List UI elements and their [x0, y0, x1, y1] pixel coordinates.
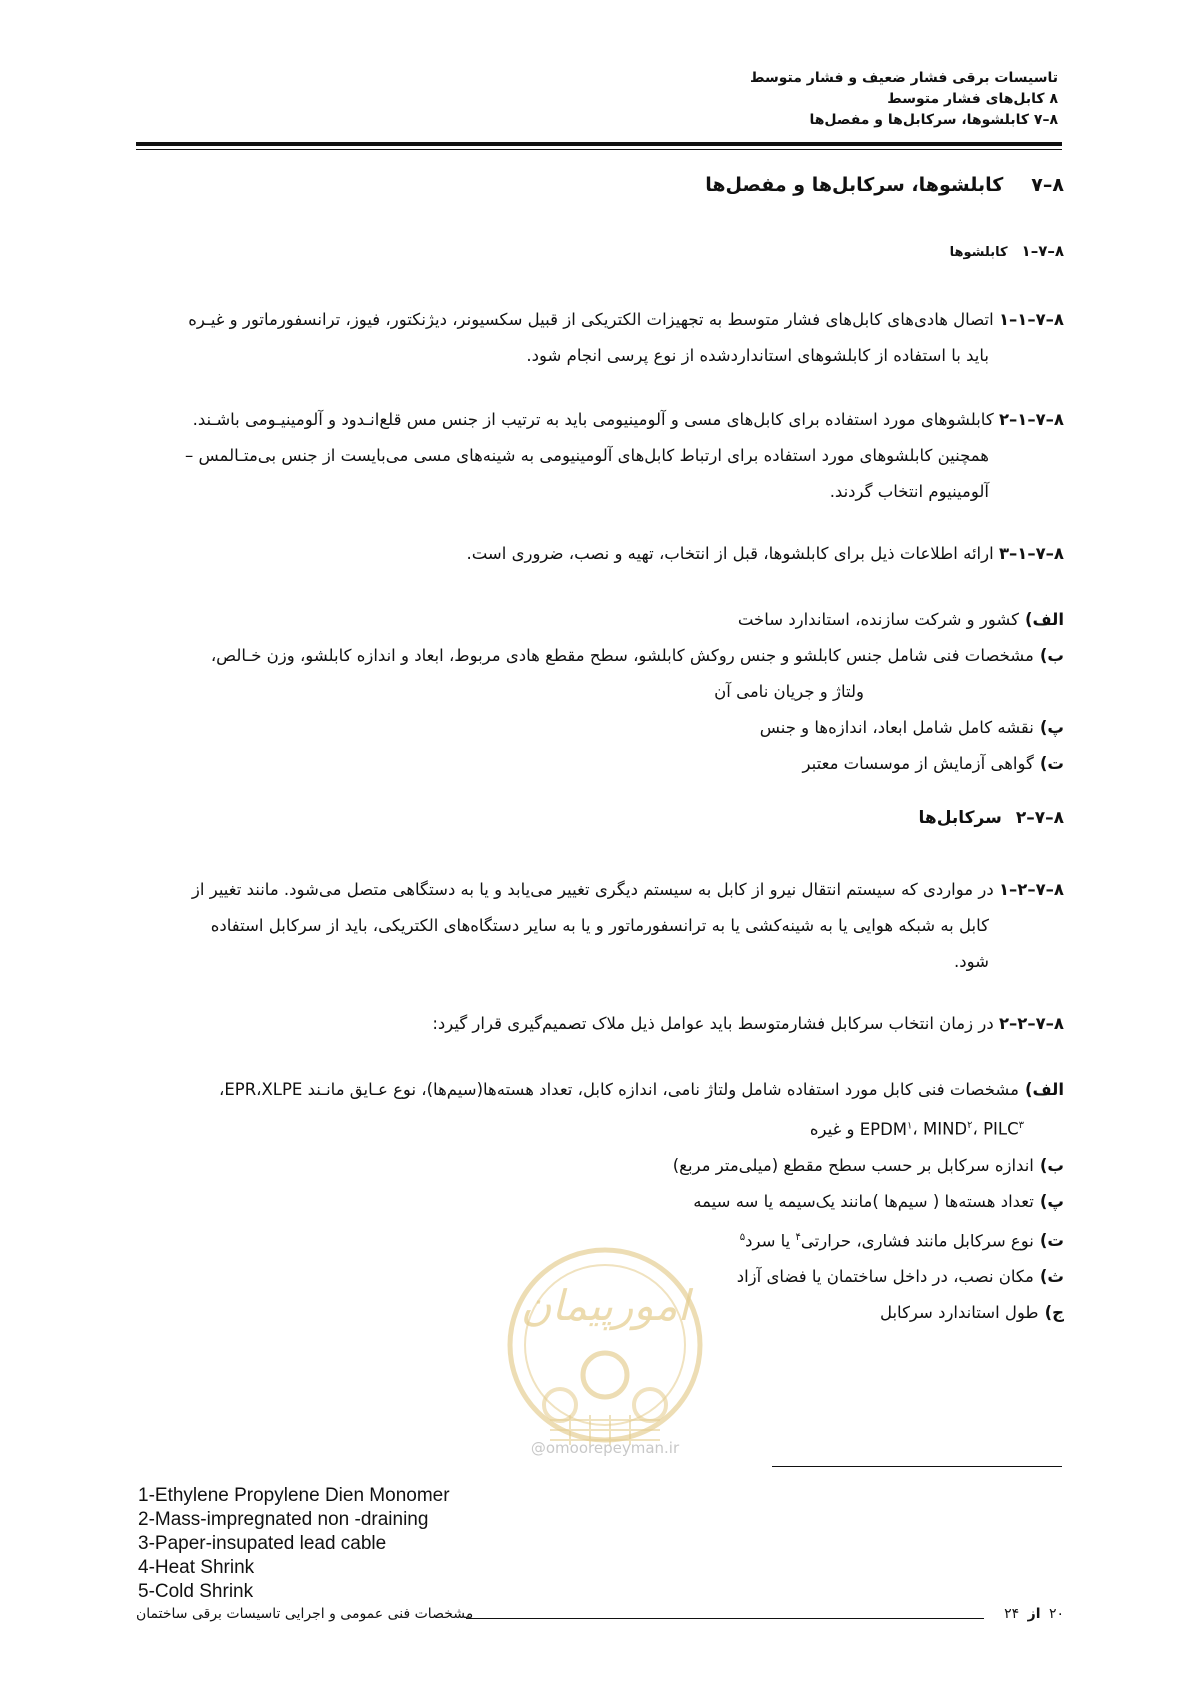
list-label: ت) [1039, 754, 1064, 773]
paragraph-line: شود. [954, 952, 989, 971]
insulation-pilc: ، PILC [972, 1119, 1019, 1139]
paragraph-8-7-1-3 [136, 536, 1064, 572]
list-text: و غیره [809, 1119, 860, 1139]
paragraph-line: کابل به شبکه هوایی یا به شینه‌کشی یا به ترانسفورماتور و یا به سایر دستگاه‌های الکتریکی، باید از سرکابل استفاده [210, 916, 989, 935]
list-text: طول استاندارد سرکابل [879, 1303, 1039, 1322]
header-rule-thick [136, 142, 1062, 146]
footer-title: مشخصات فنی عمومی و اجرایی تاسیسات برقی ساختمان [136, 1606, 474, 1622]
footnote-5: 5-Cold Shrink [138, 1581, 254, 1602]
footnote-ref: ۴ [795, 1231, 801, 1243]
paragraph-number: ۸–۷–۱–۱ [998, 310, 1064, 329]
list-text: گواهی آزمایش از موسسات معتبر [802, 754, 1034, 773]
list-text-continuation: ولتاژ و جریان نامی آن [714, 682, 864, 701]
paragraph-line: اتصال هادی‌های کابل‌های فشار متوسط به تجهیزات الکتریکی از قبیل سکسیونر، دیژنکتور، فیوز، ترانسفورماتور و غیـره [188, 310, 994, 329]
section-title: کابلشوها، سرکابل‌ها و مفصل‌ها [705, 174, 1004, 196]
list-label: ت) [1039, 1231, 1064, 1250]
footnote-ref: ۲ [967, 1120, 973, 1131]
list-item [136, 1184, 1064, 1220]
subsection-heading-1 [136, 242, 1064, 260]
header-line-3: ۸–۷ کابلشوها، سرکابل‌ها و مفصل‌ها [809, 112, 1058, 128]
list-label: ب) [1039, 1155, 1064, 1175]
header-line-1: تاسیسات برقی فشار ضعیف و فشار متوسط [749, 70, 1058, 86]
paragraph-8-7-2-1 [136, 872, 1064, 980]
subsection-title: کابلشوها [949, 245, 1008, 260]
footnote-rule [772, 1466, 1062, 1467]
page-current: ۲۰ [1048, 1606, 1064, 1622]
section-number: ۸–۷ [1031, 174, 1064, 196]
insulation-epdm: EPDM [859, 1119, 908, 1139]
list-text: مکان نصب، در داخل ساختمان یا فضای آزاد [736, 1267, 1034, 1286]
header-rule-thin [136, 149, 1062, 150]
insulation-mind: ، MIND [912, 1119, 968, 1139]
list-text: مشخصات فنی شامل جنس کابلشو و جنس روکش کابلشو، سطح مقطع هادی مربوط، ابعاد و اندازه کابلشو، وزن خـالص، [210, 646, 1034, 665]
header-line-2: ۸ کابل‌های فشار متوسط [887, 91, 1058, 107]
subsection-number: ۸–۷–۲ [1015, 808, 1064, 828]
page-footer [136, 1606, 1064, 1628]
subsection-heading-2 [136, 808, 1064, 828]
watermark-text: امورپیمان [520, 1281, 690, 1330]
paragraph-8-7-2-2 [136, 1006, 1064, 1042]
paragraph-number: ۸–۷–۱–۳ [998, 544, 1064, 563]
footer-rule [466, 1618, 984, 1619]
list-item [136, 1148, 1064, 1184]
paragraph-8-7-1-1 [136, 302, 1064, 374]
paragraph-number: ۸–۷–۲–۲ [998, 1014, 1064, 1033]
paragraph-8-7-1-2 [136, 402, 1064, 510]
page-total: ۲۴ [1004, 1606, 1020, 1622]
paragraph-number: ۸–۷–۱–۲ [998, 410, 1064, 429]
subsection-title: سرکابل‌ها [918, 808, 1002, 828]
footnote-ref: ۳ [1018, 1120, 1024, 1131]
watermark-url: @omoorepeyman.ir [530, 1439, 680, 1457]
paragraph-line: ارائه اطلاعات ذیل برای کابلشوها، قبل از انتخاب، تهیه و نصب، ضروری است. [466, 544, 994, 563]
footnote-2: 2-Mass-impregnated non -draining [138, 1509, 429, 1530]
paragraph-line: در مواردی که سیستم انتقال نیرو از کابل به سیستم دیگری تغییر می‌یابد و یا به دستگاهی متصل می‌شود. مانند تغییر از [191, 880, 994, 899]
list-item [136, 710, 1064, 746]
list-text: تعداد هسته‌ها ( سیم‌ها )مانند یک‌سیمه یا سه سیمه [693, 1191, 1034, 1211]
list-text: مشخصات فنی کابل مورد استفاده شامل ولتاژ نامی، اندازه کابل، تعداد هسته‌ها(سیم‌ها)، نوع عـایق مانـند EPR،XLPE، [218, 1080, 1019, 1099]
list-label: پ) [1039, 718, 1064, 737]
list-item [136, 638, 1064, 674]
list-text: یا سرد [745, 1231, 796, 1250]
page-separator: از [1027, 1606, 1041, 1622]
footnote-ref: ۵ [739, 1231, 746, 1243]
list-item [136, 602, 1064, 638]
list-text: کشور و شرکت سازنده، استاندارد ساخت [737, 610, 1019, 629]
list-text: نوع سرکابل مانند فشاری، حرارتی [800, 1231, 1034, 1250]
list-label: پ) [1039, 1191, 1064, 1211]
list-text: اندازه سرکابل بر حسب سطح مقطع (میلی‌متر مربع) [672, 1155, 1034, 1175]
footnote-4: 4-Heat Shrink [138, 1557, 255, 1578]
list-label: ج) [1044, 1303, 1064, 1322]
list-label: ب) [1039, 646, 1064, 665]
page-number [1004, 1606, 1064, 1622]
footnote-1: 1-Ethylene Propylene Dien Monomer [138, 1485, 450, 1506]
list-label: الف) [1024, 610, 1064, 629]
list-item [136, 1072, 1064, 1108]
section-heading [136, 174, 1064, 196]
list-text: نقشه کامل شامل ابعاد، اندازه‌ها و جنس [759, 718, 1034, 737]
list-text-continuation [136, 1108, 1064, 1148]
footnote-3: 3-Paper-insupated lead cable [138, 1533, 387, 1554]
footnote-ref: ۱ [907, 1120, 913, 1131]
running-header [458, 68, 1058, 131]
watermark-seal-icon [490, 1225, 720, 1585]
watermark-logo [490, 1225, 720, 1585]
subsection-number: ۸–۷–۱ [1021, 242, 1064, 260]
paragraph-line: همچنین کابلشوهای مورد استفاده برای ارتباط کابل‌های آلومینیومی به شینه‌های مسی می‌بایست از جنس بی‌متـالمس – [185, 446, 989, 465]
paragraph-line: کابلشوهای مورد استفاده برای کابل‌های مسی و آلومینیومی باید به ترتیب از جنس مس قلع‌انـدود و آلومینیـومی باشـند. [192, 410, 994, 429]
paragraph-line: در زمان انتخاب سرکابل فشارمتوسط باید عوامل ذیل ملاک تصمیم‌گیری قرار گیرد: [432, 1014, 994, 1033]
list-label: ث) [1039, 1267, 1064, 1286]
list-label: الف) [1024, 1080, 1064, 1099]
paragraph-line: باید با استفاده از کابلشوهای استانداردشده از نوع پرسی انجام شود. [526, 346, 989, 365]
paragraph-line: آلومینیوم انتخاب گردند. [829, 482, 989, 501]
footnotes [138, 1484, 450, 1604]
paragraph-number: ۸–۷–۲–۱ [998, 880, 1064, 899]
list-item [136, 746, 1064, 782]
lug-info-list [136, 602, 1064, 782]
